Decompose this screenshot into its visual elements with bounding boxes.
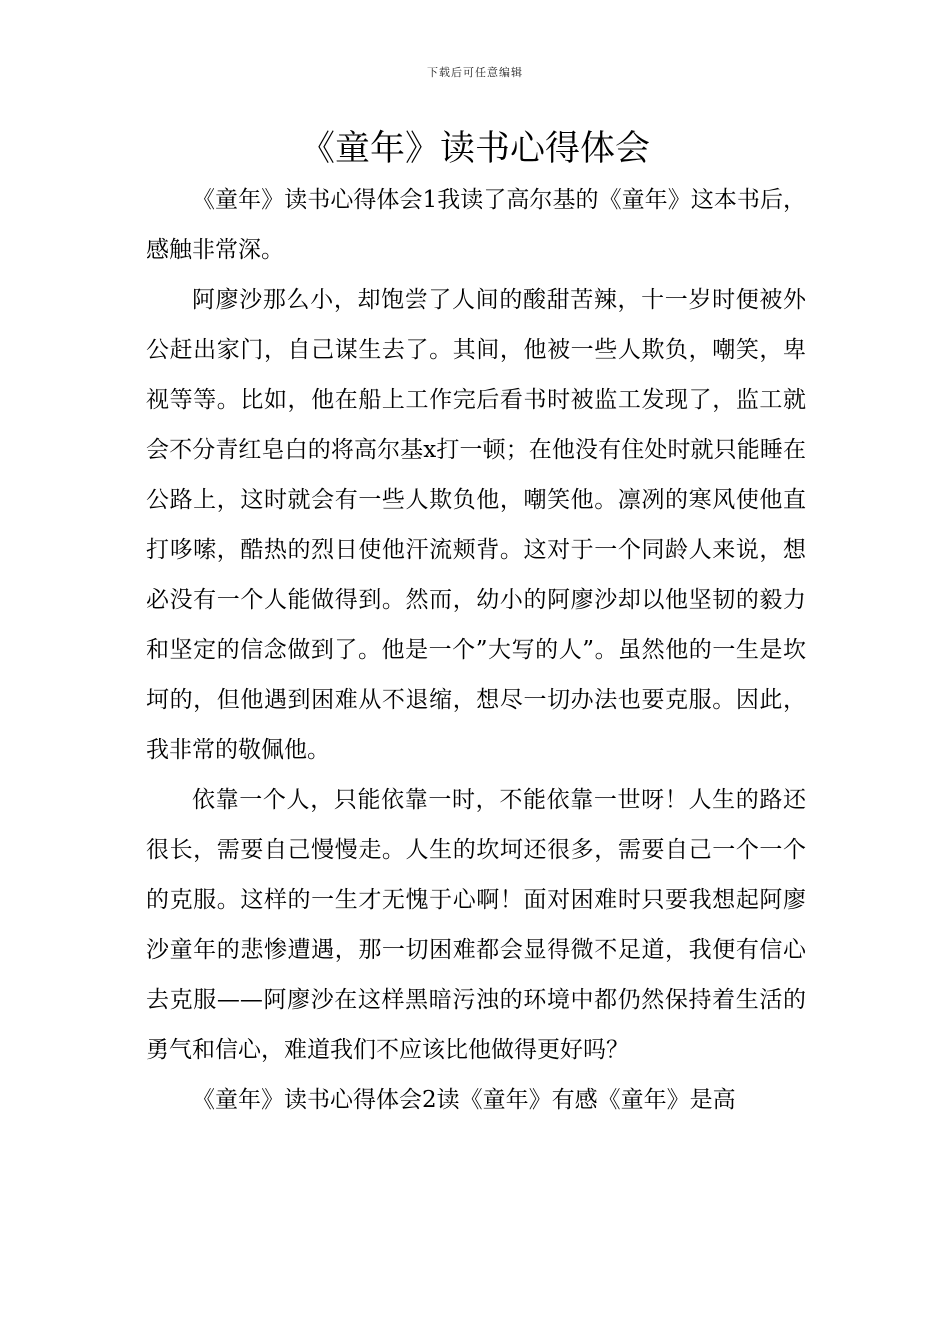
paragraph-reflection: 依靠一个人，只能依靠一时，不能依靠一世呀！人生的路还很长，需要自己慢慢走。人生的坎坷还很多，需要自己一个一个的克服。这样的一生才无愧于心啊！面对困难时只要我想起阿廖沙童年的悲惨遭遇，那一切困难都会显得微不足道，我便有信心去克服——阿廖沙在这样黑暗污浊的环境中都仍然保持着生活的勇气和信心，难道我们不应该比他做得更好吗？ xyxy=(146,787,806,1063)
paragraph-alyosha-hardship: 阿廖沙那么小，却饱尝了人间的酸甜苦辣，十一岁时便被外公赶出家门，自己谋生去了。其间，他被一些人欺负，嘲笑，卑视等等。比如，他在船上工作完后看书时被监工发现了，监工就会不分青红皂白的将高尔基x打一顿；在他没有住处时就只能睡在公路上，这时就会有一些人欺负他，嘲笑他。凛冽的寒风使他直打哆嗦，酷热的烈日使他汗流颊背。这对于一个同龄人来说，想必没有一个人能做得到。然而，幼小的阿廖沙却以他坚韧的毅力和坚定的信念做到了。他是一个”大写的人”。虽然他的一生是坎坷的，但他遇到困难从不退缩，想尽一切办法也要克服。因此，我非常的敬佩他。 xyxy=(146,287,806,763)
document-title: 《童年》读书心得体会 xyxy=(299,129,650,169)
header-note: 下载后可任意编辑 xyxy=(427,66,523,79)
document-body xyxy=(146,175,806,1125)
paragraph-intro: 《童年》读书心得体会1我读了高尔基的《童年》这本书后，感触非常深。 xyxy=(146,187,806,263)
paragraph-second-essay-start: 《童年》读书心得体会2读《童年》有感《童年》是高 xyxy=(192,1087,736,1113)
